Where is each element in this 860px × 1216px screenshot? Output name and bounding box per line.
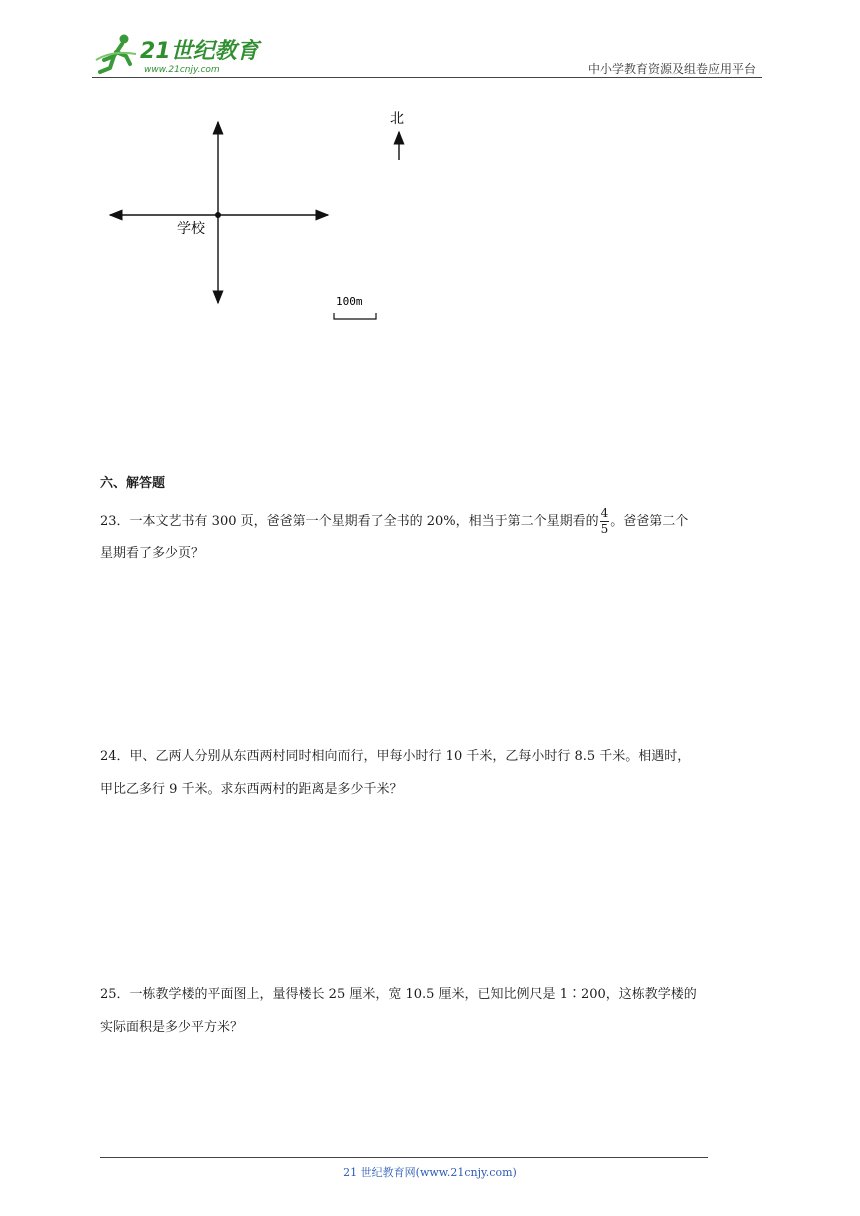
fraction-numerator: 4: [600, 506, 609, 520]
question-24-line-2: 甲比乙多行 9 千米。求东西两村的距离是多少千米？: [100, 782, 403, 797]
scale-bar: [334, 313, 376, 319]
question-24: [100, 747, 766, 797]
header-tagline: 中小学教育资源及组卷应用平台: [587, 62, 756, 76]
site-logo: [92, 30, 262, 76]
north-label: 北: [390, 111, 404, 127]
logo-text: 21世纪教育: [140, 39, 259, 64]
footer-divider: [100, 1157, 708, 1158]
question-25-line-1: 25．一栋教学楼的平面图上，量得楼长 25 厘米，宽 10.5 厘米，已知比例尺是 1∶200，这栋教学楼的: [100, 987, 697, 1002]
footer-link[interactable]: 21 世纪教育网(www.21cnjy.com): [343, 1166, 517, 1179]
scale-label: 100m: [336, 295, 363, 308]
school-label: 学校: [177, 221, 205, 237]
question-25: [100, 985, 766, 1035]
section-title: 六、解答题: [100, 476, 166, 491]
question-23-line-1: [100, 506, 688, 537]
question-23-text-b: 。爸爸第二个: [610, 514, 689, 529]
fraction-denominator: 5: [600, 522, 609, 536]
header-divider: [92, 77, 762, 78]
school-point: [215, 212, 221, 218]
question-23-line-2: 星期看了多少页？: [100, 546, 205, 561]
runner-icon: [96, 35, 136, 73]
map-diagram: [100, 100, 410, 330]
logo-url: www.21cnjy.com: [144, 65, 220, 75]
question-23-text-a: 23．一本文艺书有 300 页，爸爸第一个星期看了全书的 20%，相当于第二个星期看的: [100, 514, 599, 529]
question-25-line-2: 实际面积是多少平方米？: [100, 1020, 244, 1035]
question-23: [100, 500, 766, 560]
question-24-line-1: 24．甲、乙两人分别从东西两村同时相向而行，甲每小时行 10 千米，乙每小时行 8.5 千米。相遇时，: [100, 749, 691, 764]
fraction-four-fifths: [600, 506, 610, 537]
